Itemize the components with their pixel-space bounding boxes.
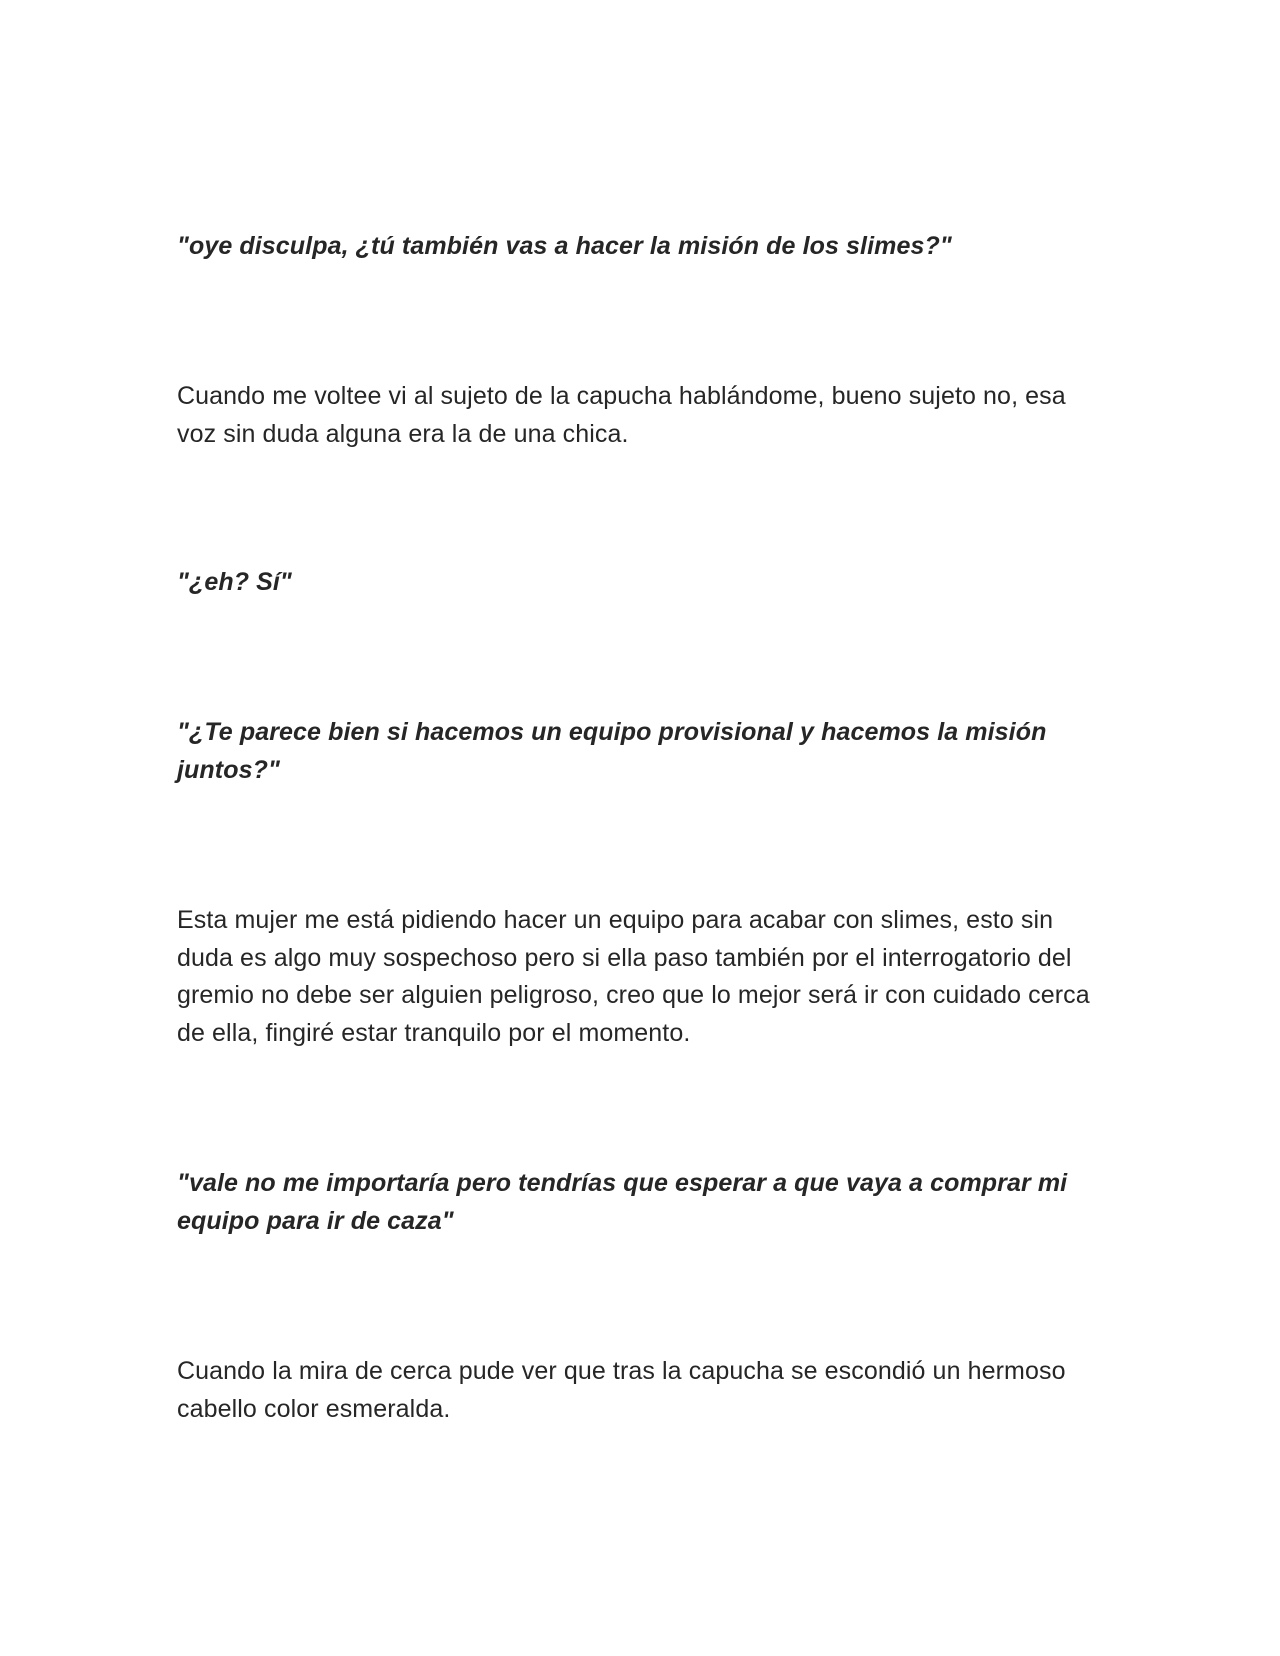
- dialogue-paragraph: "¿Te parece bien si hacemos un equipo provisional y hacemos la misión juntos?": [177, 718, 1047, 784]
- dialogue-paragraph: "¿eh? Sí": [177, 568, 292, 596]
- narration-paragraph: Cuando me voltee vi al sujeto de la capucha hablándome, bueno sujeto no, esa voz sin duda alguna era la de una chica.: [177, 382, 1066, 448]
- dialogue-paragraph: "oye disculpa, ¿tú también vas a hacer la misión de los slimes?": [177, 232, 952, 260]
- dialogue-paragraph: "vale no me importaría pero tendrías que esperar a que vaya a comprar mi equipo para ir de caza": [177, 1169, 1068, 1235]
- narration-paragraph: Cuando la mira de cerca pude ver que tras la capucha se escondió un hermoso cabello color esmeralda.: [177, 1357, 1066, 1423]
- narration-paragraph: Esta mujer me está pidiendo hacer un equipo para acabar con slimes, esto sin duda es algo muy sospechoso pero si ella paso también por el interrogatorio del gremio no debe ser alguien peligroso, creo que lo mejor será ir con cuidado cerca de ella, fingiré estar tranquilo por el momento.: [177, 906, 1090, 1047]
